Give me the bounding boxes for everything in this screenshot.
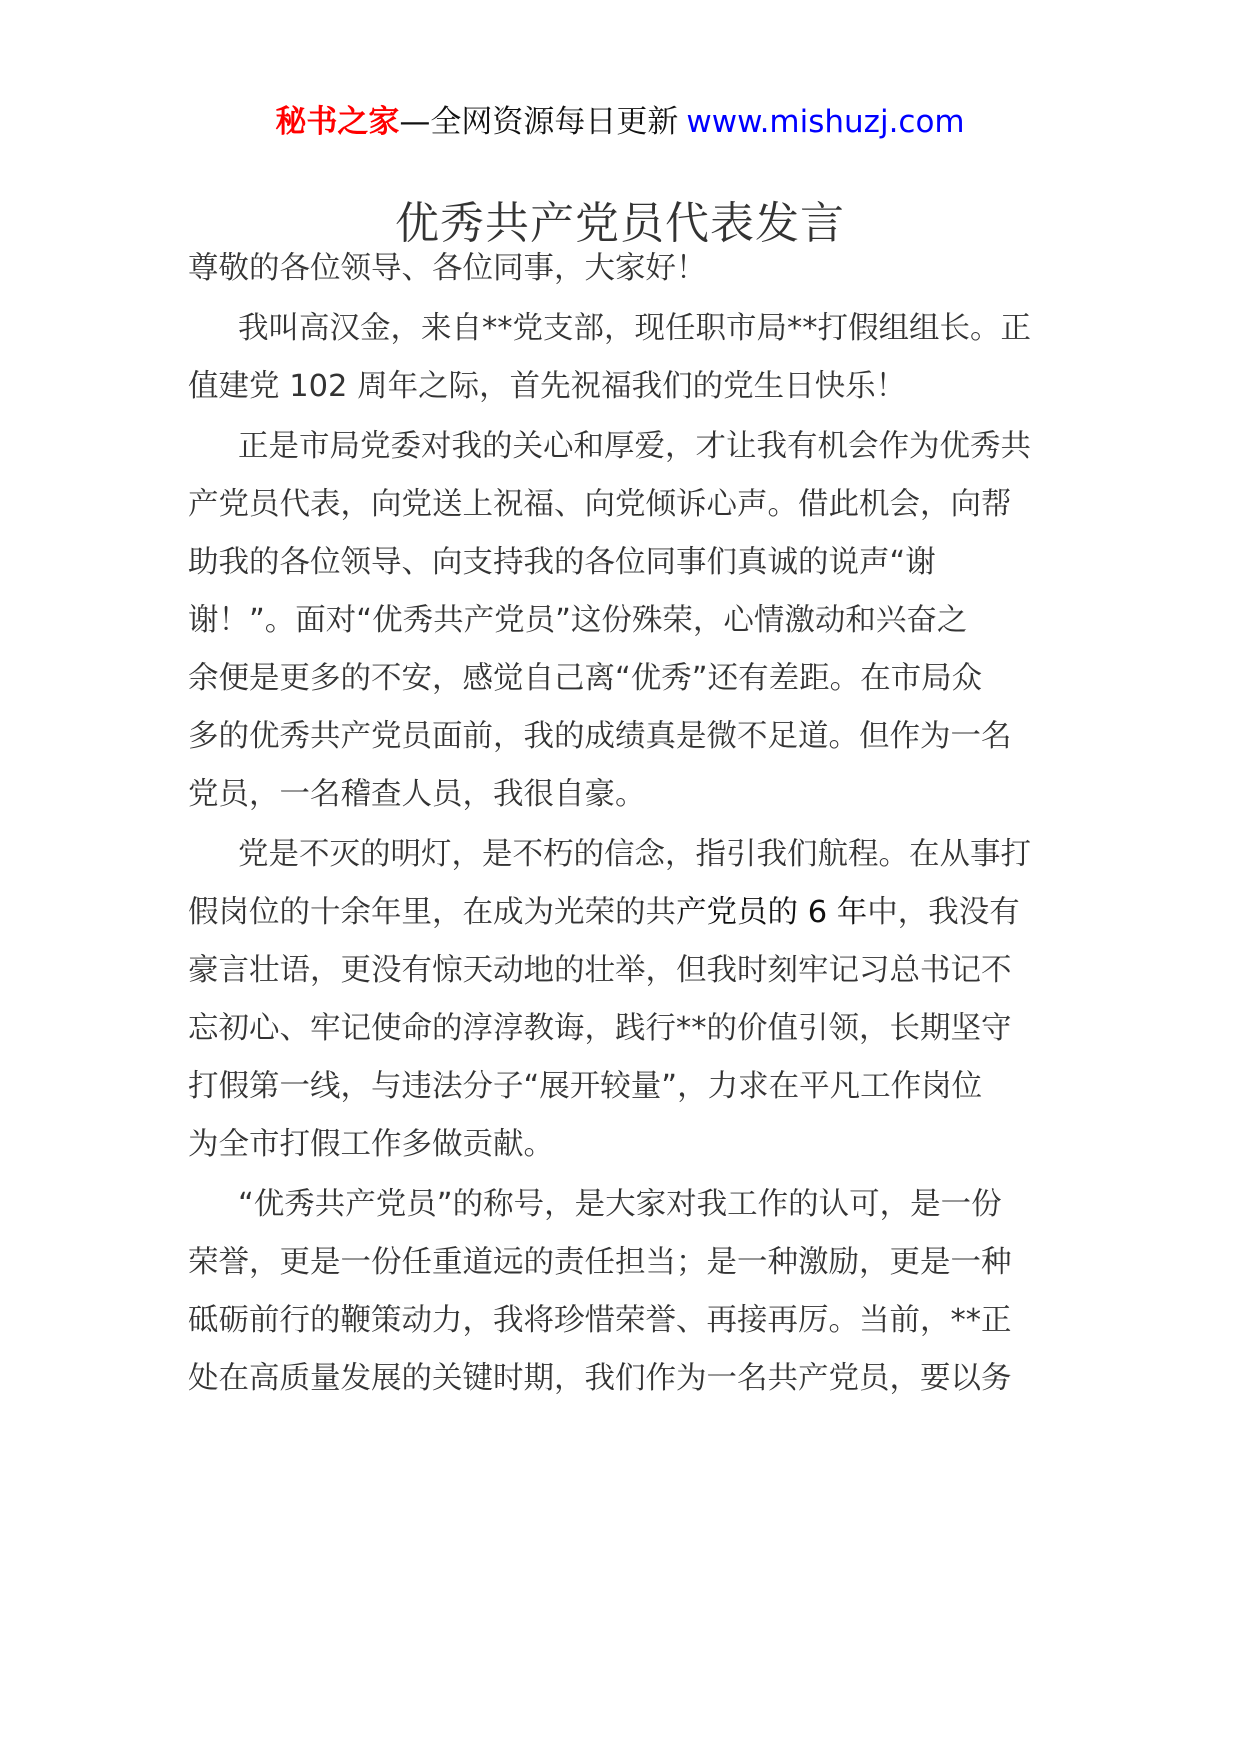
brand-name: 秘书之家: [275, 104, 400, 140]
paragraph-line: 为全市打假工作多做贡献。: [188, 1127, 554, 1162]
paragraph-line: 正是市局党委对我的关心和厚爱，才让我有机会作为优秀共: [238, 429, 1031, 464]
paragraph-line: 值建党 102 周年之际，首先祝福我们的党生日快乐！: [188, 369, 907, 404]
paragraph-line: “优秀共产党员”的称号，是大家对我工作的认可，是一份: [238, 1187, 1002, 1222]
paragraph-line: [188, 890, 1020, 936]
site-header: [0, 100, 1240, 144]
paragraph-line: 豪言壮语，更没有惊天动地的壮举，但我时刻牢记习总书记不: [188, 953, 1012, 988]
paragraph-text: 假岗位的十余年里，在成为光荣的共: [188, 895, 676, 930]
paragraph-line: 我叫高汉金，来自**党支部，现任职市局**打假组组长。正: [238, 311, 1031, 346]
paragraph-line: 忘初心、牢记使命的淳淳教诲，践行**的价值引领，长期坚守: [188, 1011, 1012, 1046]
site-url-link[interactable]: www.mishuzj.com: [686, 104, 965, 140]
document-title: 优秀共产党员代表发言: [395, 198, 845, 249]
paragraph-line: 余便是更多的不安，感觉自己离“优秀”还有差距。在市局众: [188, 661, 983, 696]
paragraph-line: 打假第一线，与违法分子“展开较量”，力求在平凡工作岗位: [188, 1069, 983, 1104]
paragraph-line: 处在高质量发展的关键时期，我们作为一名共产党员，要以务: [188, 1361, 1012, 1396]
paragraph-line: 党是不灭的明灯，是不朽的信念，指引我们航程。在从事打: [238, 837, 1031, 872]
paragraph-line: 助我的各位领导、向支持我的各位同事们真诚的说声“谢: [188, 545, 936, 580]
highlighted-text: 产党员的 6 年: [676, 895, 868, 930]
greeting-line: 尊敬的各位领导、各位同事，大家好！: [188, 251, 707, 286]
site-tagline: —全网资源每日更新: [399, 104, 679, 140]
paragraph-line: 谢！”。面对“优秀共产党员”这份殊荣，心情激动和兴奋之: [188, 603, 968, 638]
paragraph-line: 多的优秀共产党员面前，我的成绩真是微不足道。但作为一名: [188, 719, 1012, 754]
paragraph-line: 党员，一名稽查人员，我很自豪。: [188, 777, 646, 812]
paragraph-line: 荣誉，更是一份任重道远的责任担当；是一种激励，更是一种: [188, 1245, 1012, 1280]
paragraph-text: 中，我没有: [867, 895, 1020, 930]
paragraph-line: 产党员代表，向党送上祝福、向党倾诉心声。借此机会，向帮: [188, 487, 1012, 522]
paragraph-line: 砥砺前行的鞭策动力，我将珍惜荣誉、再接再厉。当前，**正: [188, 1303, 1012, 1338]
